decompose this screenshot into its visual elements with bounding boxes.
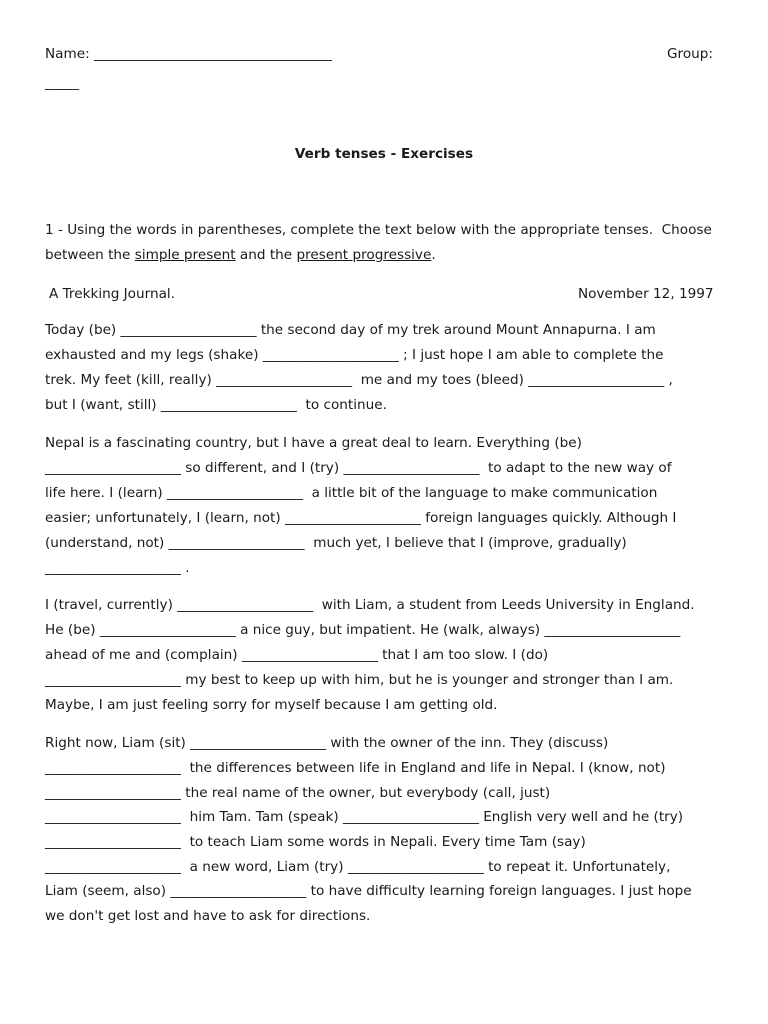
paragraph-4-line: Right now, Liam (sit) ____________________ with the owner of the inn. They (discuss)	[45, 735, 609, 751]
paragraph-4-line: Liam (seem, also) ____________________ to have difficulty learning foreign languages. I just hope	[45, 883, 692, 899]
paragraph-2-line: ____________________ so different, and I (try) ____________________ to adapt to the new way of	[45, 460, 672, 476]
paragraph-4-line: ____________________ to teach Liam some words in Nepali. Every time Tam (say)	[45, 834, 586, 850]
journal-title: A Trekking Journal.	[49, 286, 175, 302]
paragraph-3-line: Maybe, I am just feeling sorry for myself because I am getting old.	[45, 697, 498, 713]
paragraph-1-line: but I (want, still) ____________________ to continue.	[45, 397, 387, 413]
paragraph-1-line: trek. My feet (kill, really) ____________________ me and my toes (bleed) ____________________ ,	[45, 372, 673, 388]
instructions-line-2	[45, 246, 436, 264]
paragraph-4-line: we don't get lost and have to ask for directions.	[45, 908, 371, 924]
name-field-label: Name: ___________________________________	[45, 46, 332, 62]
paragraph-4-line: ____________________ the real name of the owner, but everybody (call, just)	[45, 785, 551, 801]
paragraph-2-line: Nepal is a fascinating country, but I have a great deal to learn. Everything (be)	[45, 435, 582, 451]
paragraph-2-line: ____________________ .	[45, 560, 190, 576]
paragraph-1-line: Today (be) ____________________ the second day of my trek around Mount Annapurna. I am	[45, 322, 656, 338]
paragraph-4-line: ____________________ him Tam. Tam (speak) ____________________ English very well and he (try)	[45, 809, 684, 825]
paragraph-3-line: ahead of me and (complain) ____________________ that I am too slow. I (do)	[45, 647, 549, 663]
paragraph-2-line: (understand, not) ____________________ much yet, I believe that I (improve, gradually)	[45, 535, 627, 551]
instructions-text: and the	[235, 247, 297, 263]
paragraph-4-line: ____________________ the differences between life in England and life in Nepal. I (know, not)	[45, 760, 666, 776]
simple-present-term: simple present	[134, 247, 236, 263]
journal-date: November 12, 1997	[578, 286, 714, 302]
paragraph-2-line: life here. I (learn) ____________________ a little bit of the language to make communication	[45, 485, 658, 501]
group-field-blank: _____	[45, 75, 79, 91]
paragraph-4-line: ____________________ a new word, Liam (try) ____________________ to repeat it. Unfortunately,	[45, 859, 671, 875]
paragraph-2-line: easier; unfortunately, I (learn, not) ____________________ foreign languages quickly. Although I	[45, 510, 677, 526]
instructions-line-1: 1 - Using the words in parentheses, complete the text below with the appropriate tenses. Choose	[45, 222, 712, 238]
paragraph-3-line: I (travel, currently) ____________________ with Liam, a student from Leeds University in England.	[45, 597, 695, 613]
page-title: Verb tenses - Exercises	[294, 146, 474, 162]
group-field-label: Group:	[667, 46, 713, 62]
instructions-text: between the	[45, 247, 135, 263]
paragraph-1-line: exhausted and my legs (shake) ____________________ ; I just hope I am able to complete the	[45, 347, 664, 363]
paragraph-3-line: He (be) ____________________ a nice guy, but impatient. He (walk, always) ____________________	[45, 622, 681, 638]
paragraph-3-line: ____________________ my best to keep up with him, but he is younger and stronger than I am.	[45, 672, 674, 688]
present-progressive-term: present progressive	[296, 247, 432, 263]
instructions-text: .	[431, 247, 436, 263]
